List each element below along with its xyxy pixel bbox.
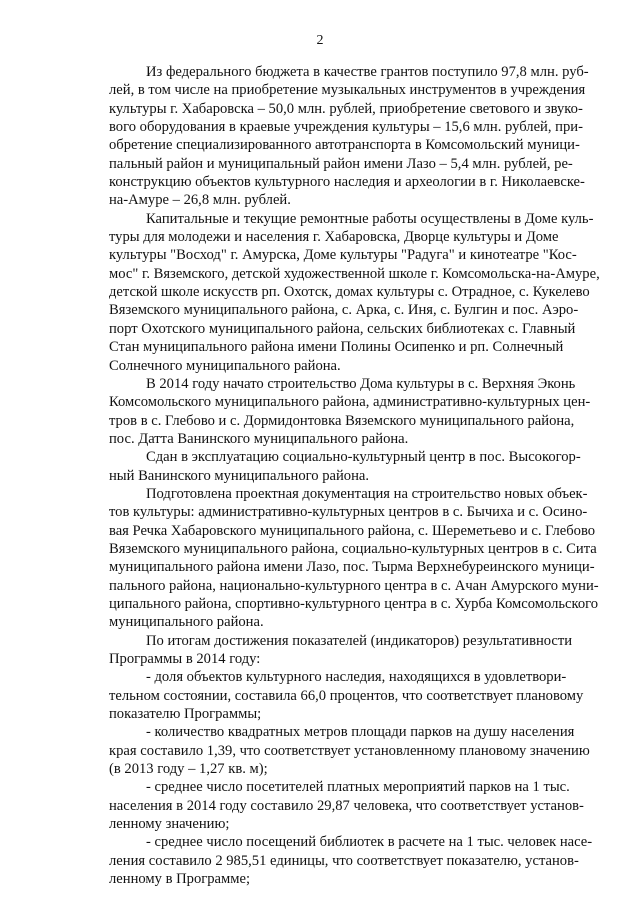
text-line: - доля объектов культурного наследия, находящихся в удовлетвори- (146, 669, 567, 686)
paragraph-indicator-libraries (109, 833, 593, 888)
text-line: детской школе искусств рп. Охотск, домах культуры с. Отрадное, с. Кукелево (109, 284, 590, 301)
document-body (109, 63, 600, 888)
text-line: показателю Программы; (109, 706, 262, 723)
text-line: пального района, национально-культурного центра в с. Ачан Амурского муни- (109, 577, 599, 594)
text-line: тельном состоянии, составила 66,0 процентов, что соответствует плановому (109, 687, 584, 704)
text-line: лей, в том числе на приобретение музыкальных инструментов в учреждения (109, 82, 586, 99)
text-line: обретение специализированного автотранспорта в Комсомольский муници- (109, 137, 580, 154)
text-line: муниципального района. (109, 614, 264, 631)
text-line: конструкцию объектов культурного наследия и археологии в г. Николаевске- (109, 174, 585, 191)
text-line: ный Ванинского муниципального района. (109, 467, 370, 484)
text-line: тров в с. Глебово и с. Дормидонтовка Вяземского муниципального района, (109, 412, 575, 429)
paragraph-project-docs (109, 485, 599, 632)
text-line: населения в 2014 году составило 29,87 человека, что соответствует установ- (109, 797, 584, 814)
text-line: Из федерального бюджета в качестве грантов поступило 97,8 млн. руб- (146, 64, 589, 80)
paragraph-commissioned (109, 448, 581, 485)
text-line: муниципального района имени Лазо, пос. Тырма Верхнебуреинского муници- (109, 559, 595, 576)
text-line: культуры "Восход" г. Амурска, Доме культуры "Радуга" и кинотеатре "Кос- (109, 247, 577, 264)
text-line: вая Речка Хабаровского муниципального района, с. Шереметьево и с. Глебово (109, 522, 596, 539)
text-line: туры для молодежи и населения г. Хабаровска, Дворце культуры и Доме (109, 229, 559, 246)
text-line: мос" г. Вяземского, детской художественной школе г. Комсомольска-на-Амуре, (109, 265, 600, 282)
paragraph-results-intro (109, 632, 573, 669)
text-line: (в 2013 году – 1,27 кв. м); (109, 761, 268, 778)
text-line: Солнечного муниципального района. (109, 357, 341, 374)
text-line: культуры г. Хабаровска – 50,0 млн. рублей, приобретение светового и звуко- (109, 100, 583, 117)
text-line: Вяземского муниципального района, с. Арка, с. Иня, с. Булгин и пос. Аэро- (109, 302, 579, 319)
text-line: вого оборудования в краевые учреждения культуры – 15,6 млн. рублей, при- (109, 119, 583, 136)
paragraph-indicator-heritage (109, 668, 584, 723)
text-line: В 2014 году начато строительство Дома культуры в с. Верхняя Эконь (146, 375, 576, 392)
paragraph-indicator-park-visitors (109, 778, 584, 833)
text-line: Подготовлена проектная документация на строительство новых объек- (146, 485, 588, 502)
paragraph-repair-works (109, 210, 600, 375)
text-line: ленному в Программе; (109, 871, 251, 888)
paragraph-indicator-parks-area (109, 723, 590, 778)
text-line: Сдан в эксплуатацию социально-культурный центр в пос. Высокогор- (146, 449, 581, 466)
text-line: - среднее число посещений библиотек в расчете на 1 тыс. человек насе- (146, 834, 593, 851)
paragraph-construction-2014 (109, 375, 591, 448)
text-line: По итогам достижения показателей (индикаторов) результативности (146, 632, 573, 649)
text-line: ления составило 2 985,51 единицы, что соответствует показателю, установ- (109, 852, 579, 869)
text-line: ципального района, спортивно-культурного центра в с. Хурба Комсомольского (109, 595, 599, 612)
text-line: края составило 1,39, что соответствует установленному плановому значению (109, 742, 590, 759)
text-line: Капитальные и текущие ремонтные работы осуществлены в Доме куль- (146, 210, 594, 227)
text-line: порт Охотского муниципального района, сельских библиотеках с. Главный (109, 320, 576, 337)
text-line: тов культуры: административно-культурных центров в с. Бычиха и с. Осино- (109, 504, 588, 521)
paragraph-federal-budget (109, 63, 589, 210)
text-line: пос. Датта Ванинского муниципального района. (109, 430, 409, 447)
text-line: на-Амуре – 26,8 млн. рублей. (109, 192, 291, 209)
text-line: - среднее число посетителей платных мероприятий парков на 1 тыс. (146, 779, 570, 796)
text-line: Стан муниципального района имени Полины Осипенко и рп. Солнечный (109, 339, 564, 356)
page-number: 2 (316, 33, 324, 48)
text-line: ленному значению; (109, 816, 230, 833)
text-line: Комсомольского муниципального района, административно-культурных цен- (109, 394, 591, 411)
text-line: - количество квадратных метров площади парков на душу населения (146, 724, 575, 741)
text-line: пальный район и муниципальный район имени Лазо – 5,4 млн. рублей, ре- (109, 155, 573, 172)
text-line: Вяземского муниципального района, социально-культурных центров в с. Сита (109, 540, 597, 557)
text-line: Программы в 2014 году: (109, 651, 261, 667)
